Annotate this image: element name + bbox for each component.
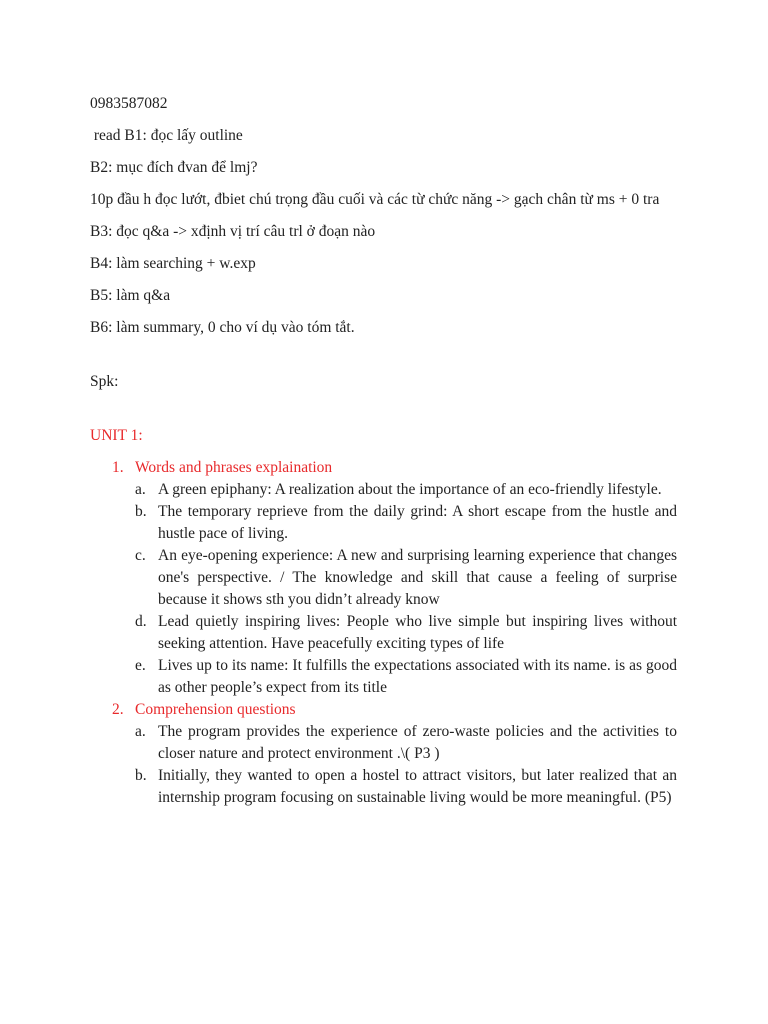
item-letter: e. [135,657,146,674]
section-number: 2. [112,701,124,718]
list-item [135,545,677,611]
item-text: Lead quietly inspiring lives: People who live simple but inspiring lives without seeking attention. Have peacefully exciting types of life [158,613,677,652]
reading-step-b6: B6: làm summary, 0 cho ví dụ vào tóm tắt. [90,319,355,336]
reading-step-b5: B5: làm q&a [90,287,171,304]
section-comprehension [90,699,677,809]
item-letter: a. [135,723,146,740]
speaking-label: Spk: [90,373,119,390]
reading-steps [90,125,677,339]
blank-line [90,403,677,425]
list-item [135,721,677,765]
item-letter: b. [135,767,147,784]
section-number: 1. [112,459,124,476]
blank-line [90,349,677,371]
list-item [135,655,677,699]
reading-step-b3: B3: đọc q&a -> xđịnh vị trí câu trl ở đoạn nào [90,223,376,240]
section-items [135,479,677,699]
item-text: A green epiphany: A realization about the importance of an eco-friendly lifestyle. [158,481,662,498]
item-letter: d. [135,613,147,630]
reading-step-b2: B2: mục đích đvan để lmj? [90,159,258,176]
reading-step-b1: read B1: đọc lấy outline [90,127,243,144]
unit-title: UNIT 1: [90,427,143,444]
section-title: Comprehension questions [135,701,296,718]
phone-number: 0983587082 [90,95,168,112]
item-text: The temporary reprieve from the daily grind: A short escape from the hustle and hustle pace of living. [158,503,677,542]
item-text: The program provides the experience of zero-waste policies and the activities to closer nature and protect environment .\( P3 ) [158,723,677,762]
list-item [135,501,677,545]
item-letter: a. [135,481,146,498]
unit-sections [90,457,677,809]
list-item [135,765,677,809]
reading-step-b4: B4: làm searching + w.exp [90,255,256,272]
section-items [135,721,677,809]
list-item [135,611,677,655]
section-title: Words and phrases explaination [135,459,333,476]
document-page [90,93,677,809]
list-item [135,479,677,501]
item-letter: b. [135,503,147,520]
item-text: An eye-opening experience: A new and surprising learning experience that changes one's perspective. / The knowledge and skill that cause a feeling of surprise because it shows sth you didn’t already know [158,547,677,608]
item-text: Lives up to its name: It fulfills the expectations associated with its name. is as good as other people’s expect from its title [158,657,677,696]
section-words-phrases [90,457,677,699]
item-text: Initially, they wanted to open a hostel to attract visitors, but later realized that an internship program focusing on sustainable living would be more meaningful. (P5) [158,767,677,806]
reading-step-skim: 10p đầu h đọc lướt, đbiet chú trọng đầu cuối và các từ chức năng -> gạch chân từ ms + 0 tra [90,191,660,208]
item-letter: c. [135,547,146,564]
